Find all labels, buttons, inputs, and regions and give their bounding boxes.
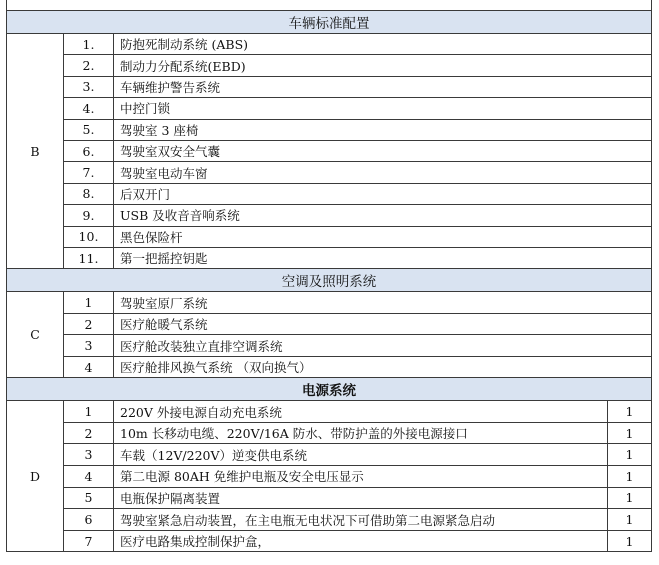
item-number: 7. xyxy=(64,162,114,183)
section-title: 车辆标准配置 xyxy=(7,11,652,34)
item-number: 10. xyxy=(64,226,114,247)
item-text: 驾驶室原厂系统 xyxy=(114,292,652,314)
list-item xyxy=(7,401,652,423)
item-text: 电瓶保护隔离装置 xyxy=(114,487,608,509)
item-number: 3. xyxy=(64,76,114,97)
list-item xyxy=(7,183,652,204)
section-header-row xyxy=(7,11,652,34)
list-item xyxy=(7,140,652,161)
item-number: 4 xyxy=(64,466,114,488)
section-code: B xyxy=(7,34,64,269)
item-quantity: 1 xyxy=(608,466,652,488)
list-item xyxy=(7,119,652,140)
list-item xyxy=(7,444,652,466)
item-text: 后双开门 xyxy=(114,183,652,204)
section-code: D xyxy=(7,401,64,552)
item-number: 7 xyxy=(64,530,114,552)
item-text: 220V 外接电源自动充电系统 xyxy=(114,401,608,423)
section-header-row xyxy=(7,378,652,401)
item-number: 1 xyxy=(64,401,114,423)
item-number: 3 xyxy=(64,444,114,466)
item-text: 10m 长移动电缆、220V/16A 防水、带防护盖的外接电源接口 xyxy=(114,422,608,444)
item-number: 9. xyxy=(64,205,114,226)
item-text: 车辆维护警告系统 xyxy=(114,76,652,97)
item-number: 11. xyxy=(64,247,114,268)
item-number: 2 xyxy=(64,313,114,335)
item-quantity: 1 xyxy=(608,509,652,531)
list-item xyxy=(7,335,652,357)
item-text: 黑色保险杆 xyxy=(114,226,652,247)
item-number: 4 xyxy=(64,356,114,378)
configuration-table xyxy=(6,0,652,552)
item-quantity: 1 xyxy=(608,530,652,552)
item-text: 医疗舱改装独立直排空调系统 xyxy=(114,335,652,357)
item-quantity: 1 xyxy=(608,444,652,466)
item-number: 3 xyxy=(64,335,114,357)
item-text: 驾驶室 3 座椅 xyxy=(114,119,652,140)
item-number: 5 xyxy=(64,487,114,509)
list-item xyxy=(7,226,652,247)
item-text: 防抱死制动系统 (ABS) xyxy=(114,34,652,55)
section-title: 空调及照明系统 xyxy=(7,269,652,292)
item-text: 医疗电路集成控制保护盒， xyxy=(114,530,608,552)
configuration-table-body xyxy=(7,0,652,552)
item-text: 驾驶室双安全气囊 xyxy=(114,140,652,161)
list-item xyxy=(7,466,652,488)
item-number: 6. xyxy=(64,140,114,161)
list-item xyxy=(7,356,652,378)
item-text: 第二电源 80AH 免维护电瓶及安全电压显示 xyxy=(114,466,608,488)
item-text: 医疗舱暖气系统 xyxy=(114,313,652,335)
list-item xyxy=(7,422,652,444)
item-number: 2 xyxy=(64,422,114,444)
item-number: 1 xyxy=(64,292,114,314)
item-quantity: 1 xyxy=(608,401,652,423)
list-item xyxy=(7,55,652,76)
item-number: 4. xyxy=(64,98,114,119)
item-quantity: 1 xyxy=(608,422,652,444)
list-item xyxy=(7,247,652,268)
list-item xyxy=(7,76,652,97)
item-number: 2. xyxy=(64,55,114,76)
item-text: 医疗舱排风换气系统 （双向换气） xyxy=(114,356,652,378)
list-item xyxy=(7,292,652,314)
list-item xyxy=(7,34,652,55)
item-number: 6 xyxy=(64,509,114,531)
list-item xyxy=(7,530,652,552)
item-text: 制动力分配系统(EBD) xyxy=(114,55,652,76)
item-number: 5. xyxy=(64,119,114,140)
table-top-row xyxy=(7,0,652,11)
list-item xyxy=(7,205,652,226)
item-number: 1. xyxy=(64,34,114,55)
item-quantity: 1 xyxy=(608,487,652,509)
list-item xyxy=(7,487,652,509)
item-text: USB 及收音音响系统 xyxy=(114,205,652,226)
item-text: 车载（12V/220V）逆变供电系统 xyxy=(114,444,608,466)
item-text: 驾驶室紧急启动装置，在主电瓶无电状况下可借助第二电源紧急启动 xyxy=(114,509,608,531)
item-text: 第一把摇控钥匙 xyxy=(114,247,652,268)
item-text: 驾驶室电动车窗 xyxy=(114,162,652,183)
section-title: 电源系统 xyxy=(7,378,652,401)
section-code: C xyxy=(7,292,64,378)
item-text: 中控门锁 xyxy=(114,98,652,119)
item-number: 8. xyxy=(64,183,114,204)
section-header-row xyxy=(7,269,652,292)
list-item xyxy=(7,313,652,335)
list-item xyxy=(7,509,652,531)
list-item xyxy=(7,162,652,183)
list-item xyxy=(7,98,652,119)
